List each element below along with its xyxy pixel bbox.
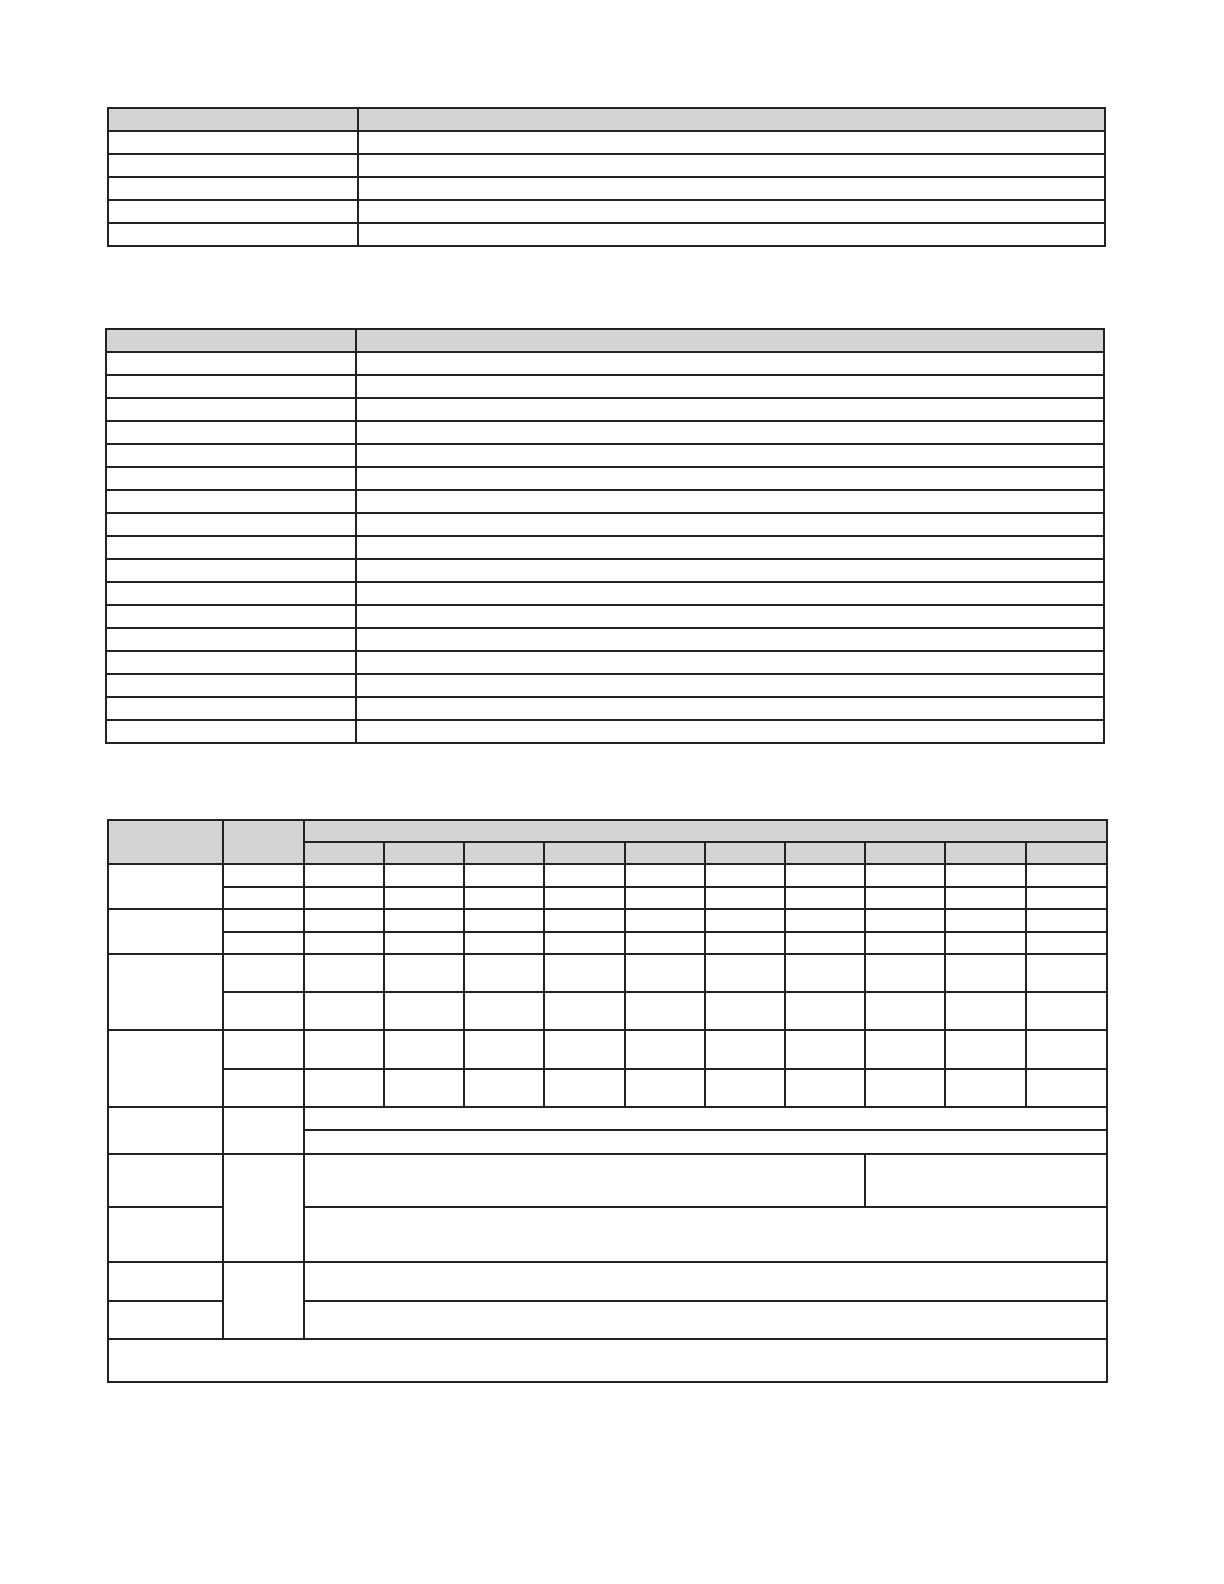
row-sub-label <box>223 1262 304 1339</box>
data-cell[interactable] <box>785 887 865 909</box>
data-cell[interactable] <box>865 1069 945 1107</box>
label-cell <box>106 697 356 720</box>
label-cell <box>108 177 358 200</box>
row-sub-label <box>223 909 304 932</box>
data-cell[interactable] <box>304 954 384 992</box>
data-cell[interactable] <box>945 887 1026 909</box>
data-cell[interactable] <box>705 932 785 954</box>
period-header-cell <box>705 842 785 864</box>
value-cell[interactable] <box>356 559 1104 582</box>
label-cell <box>106 628 356 651</box>
table-row <box>106 398 1104 421</box>
data-cell[interactable] <box>865 887 945 909</box>
table-row <box>108 1154 1107 1207</box>
table-row <box>106 559 1104 582</box>
value-cell[interactable] <box>356 467 1104 490</box>
row-sub-label <box>223 1069 304 1107</box>
data-cell[interactable] <box>544 887 625 909</box>
data-cell[interactable] <box>304 887 384 909</box>
table-row <box>106 352 1104 375</box>
data-cell[interactable] <box>705 992 785 1030</box>
label-cell <box>106 720 356 743</box>
value-cell[interactable] <box>356 720 1104 743</box>
header-cell-label <box>106 329 356 352</box>
table-row <box>108 223 1105 246</box>
table-row <box>108 954 1107 992</box>
wide-value-cell[interactable] <box>304 1130 1107 1154</box>
data-cell[interactable] <box>304 932 384 954</box>
label-cell <box>106 421 356 444</box>
value-cell[interactable] <box>358 200 1105 223</box>
data-cell[interactable] <box>625 932 705 954</box>
data-cell[interactable] <box>464 992 544 1030</box>
wide-value-cell[interactable] <box>304 1107 1107 1130</box>
value-cell[interactable] <box>356 490 1104 513</box>
table-row <box>108 177 1105 200</box>
value-cell[interactable] <box>358 177 1105 200</box>
period-header-cell <box>1026 842 1107 864</box>
data-cell[interactable] <box>1026 887 1107 909</box>
table-row <box>106 421 1104 444</box>
schedule-grid-table <box>107 819 1108 1383</box>
label-cell <box>106 674 356 697</box>
table-row <box>108 864 1107 887</box>
data-cell[interactable] <box>1026 864 1107 887</box>
data-cell[interactable] <box>785 992 865 1030</box>
data-cell[interactable] <box>945 992 1026 1030</box>
data-cell[interactable] <box>304 864 384 887</box>
table-row <box>108 1339 1107 1382</box>
data-cell[interactable] <box>625 887 705 909</box>
table-row <box>108 154 1105 177</box>
data-cell[interactable] <box>865 909 945 932</box>
table-row <box>108 1107 1107 1130</box>
data-cell[interactable] <box>705 1030 785 1069</box>
data-cell[interactable] <box>544 954 625 992</box>
table-row <box>108 1069 1107 1107</box>
data-cell[interactable] <box>384 932 464 954</box>
data-cell[interactable] <box>464 932 544 954</box>
data-cell[interactable] <box>945 1030 1026 1069</box>
value-cell[interactable] <box>356 605 1104 628</box>
value-cell[interactable] <box>356 536 1104 559</box>
header-cell-value <box>358 108 1105 131</box>
wide-value-cell[interactable] <box>304 1262 1107 1301</box>
value-cell[interactable] <box>358 154 1105 177</box>
data-cell[interactable] <box>384 992 464 1030</box>
grid-header-category <box>108 820 223 864</box>
data-cell[interactable] <box>544 864 625 887</box>
period-header-cell <box>625 842 705 864</box>
value-cell[interactable] <box>356 352 1104 375</box>
row-sub-label <box>223 1107 304 1154</box>
table-row <box>108 992 1107 1030</box>
label-cell <box>106 375 356 398</box>
label-cell <box>106 582 356 605</box>
header-cell-value <box>356 329 1104 352</box>
grid-header-type <box>223 820 304 864</box>
data-cell[interactable] <box>785 932 865 954</box>
period-header-cell <box>785 842 865 864</box>
data-cell[interactable] <box>1026 992 1107 1030</box>
label-cell <box>108 131 358 154</box>
data-cell[interactable] <box>1026 932 1107 954</box>
row-group-label <box>108 1030 223 1107</box>
table-row <box>108 1030 1107 1069</box>
data-cell[interactable] <box>384 864 464 887</box>
value-cell[interactable] <box>356 697 1104 720</box>
data-cell[interactable] <box>865 1030 945 1069</box>
info-table-top <box>107 107 1106 247</box>
data-cell[interactable] <box>865 954 945 992</box>
data-cell[interactable] <box>705 909 785 932</box>
data-cell[interactable] <box>304 909 384 932</box>
table-row <box>106 513 1104 536</box>
data-cell[interactable] <box>384 887 464 909</box>
wide-value-cell[interactable] <box>304 1301 1107 1339</box>
value-cell[interactable] <box>358 131 1105 154</box>
table-row <box>108 1262 1107 1301</box>
grid-header-periods <box>304 820 1107 842</box>
data-cell[interactable] <box>1026 1069 1107 1107</box>
row-group-label <box>108 864 223 909</box>
value-cell[interactable] <box>356 421 1104 444</box>
data-cell[interactable] <box>384 909 464 932</box>
header-cell-label <box>108 108 358 131</box>
table-row <box>106 467 1104 490</box>
label-cell <box>108 223 358 246</box>
grid-header-row <box>108 820 1107 842</box>
table-header-row <box>108 108 1105 131</box>
value-cell[interactable] <box>356 513 1104 536</box>
data-cell[interactable] <box>544 1069 625 1107</box>
label-cell <box>106 352 356 375</box>
data-cell[interactable] <box>625 909 705 932</box>
data-cell[interactable] <box>945 909 1026 932</box>
data-cell[interactable] <box>865 992 945 1030</box>
label-cell <box>108 154 358 177</box>
row-sub-label <box>223 887 304 909</box>
row-group-label <box>108 1262 223 1301</box>
row-group-label <box>108 1154 223 1207</box>
table-row <box>108 131 1105 154</box>
row-group-label <box>108 1107 223 1154</box>
label-cell <box>106 536 356 559</box>
period-header-cell <box>384 842 464 864</box>
value-cell[interactable] <box>358 223 1105 246</box>
table-row <box>106 628 1104 651</box>
data-cell[interactable] <box>705 887 785 909</box>
data-cell[interactable] <box>544 992 625 1030</box>
data-cell[interactable] <box>625 992 705 1030</box>
data-cell[interactable] <box>464 954 544 992</box>
table-row <box>106 536 1104 559</box>
data-cell[interactable] <box>544 932 625 954</box>
data-cell[interactable] <box>625 1030 705 1069</box>
table-row <box>106 651 1104 674</box>
data-cell[interactable] <box>384 954 464 992</box>
data-cell[interactable] <box>865 932 945 954</box>
data-cell[interactable] <box>1026 1030 1107 1069</box>
row-sub-label <box>223 1030 304 1069</box>
data-cell[interactable] <box>705 1069 785 1107</box>
value-cell[interactable] <box>356 628 1104 651</box>
table-row <box>106 605 1104 628</box>
label-cell <box>106 651 356 674</box>
label-cell <box>106 605 356 628</box>
data-cell[interactable] <box>304 1069 384 1107</box>
value-cell[interactable] <box>356 444 1104 467</box>
data-cell[interactable] <box>625 1069 705 1107</box>
table-row <box>106 697 1104 720</box>
data-cell[interactable] <box>945 932 1026 954</box>
data-cell[interactable] <box>785 864 865 887</box>
label-cell <box>106 513 356 536</box>
period-header-cell <box>464 842 544 864</box>
data-cell[interactable] <box>384 1030 464 1069</box>
data-cell[interactable] <box>384 1069 464 1107</box>
data-cell[interactable] <box>785 1030 865 1069</box>
table-row <box>106 444 1104 467</box>
label-cell <box>106 398 356 421</box>
value-cell[interactable] <box>356 582 1104 605</box>
wide-value-cell[interactable] <box>304 1207 1107 1262</box>
table-row <box>106 720 1104 743</box>
data-cell[interactable] <box>304 1030 384 1069</box>
row-group-label <box>108 1207 223 1262</box>
data-cell[interactable] <box>1026 954 1107 992</box>
data-cell[interactable] <box>945 864 1026 887</box>
data-cell[interactable] <box>464 864 544 887</box>
data-cell[interactable] <box>464 1030 544 1069</box>
table-row <box>106 582 1104 605</box>
wide-value-cell[interactable] <box>304 1154 865 1207</box>
period-header-cell <box>945 842 1026 864</box>
period-header-cell <box>544 842 625 864</box>
data-cell[interactable] <box>785 1069 865 1107</box>
table-row <box>106 490 1104 513</box>
period-header-cell <box>304 842 384 864</box>
row-group-label <box>108 954 223 1030</box>
notes-cell[interactable] <box>108 1339 1107 1382</box>
table-row <box>108 200 1105 223</box>
data-cell[interactable] <box>464 909 544 932</box>
table-row <box>106 674 1104 697</box>
label-cell <box>106 490 356 513</box>
row-sub-label <box>223 992 304 1030</box>
table-row <box>106 375 1104 398</box>
data-cell[interactable] <box>945 1069 1026 1107</box>
data-cell[interactable] <box>625 864 705 887</box>
data-cell[interactable] <box>705 864 785 887</box>
row-sub-label <box>223 932 304 954</box>
data-cell[interactable] <box>705 954 785 992</box>
data-cell[interactable] <box>865 864 945 887</box>
data-cell[interactable] <box>464 1069 544 1107</box>
table-row <box>108 932 1107 954</box>
wide-value-cell[interactable] <box>865 1154 1107 1207</box>
info-table-middle <box>105 328 1105 744</box>
row-sub-label <box>223 864 304 887</box>
value-cell[interactable] <box>356 398 1104 421</box>
table-row <box>108 909 1107 932</box>
label-cell <box>108 200 358 223</box>
data-cell[interactable] <box>945 954 1026 992</box>
label-cell <box>106 467 356 490</box>
value-cell[interactable] <box>356 375 1104 398</box>
period-header-cell <box>865 842 945 864</box>
table-row <box>108 887 1107 909</box>
value-cell[interactable] <box>356 674 1104 697</box>
data-cell[interactable] <box>304 992 384 1030</box>
data-cell[interactable] <box>544 1030 625 1069</box>
data-cell[interactable] <box>464 887 544 909</box>
data-cell[interactable] <box>785 909 865 932</box>
value-cell[interactable] <box>356 651 1104 674</box>
data-cell[interactable] <box>1026 909 1107 932</box>
table-header-row <box>106 329 1104 352</box>
row-sub-label <box>223 1154 304 1262</box>
label-cell <box>106 444 356 467</box>
data-cell[interactable] <box>544 909 625 932</box>
data-cell[interactable] <box>625 954 705 992</box>
row-group-label <box>108 1301 223 1339</box>
row-sub-label <box>223 954 304 992</box>
row-group-label <box>108 909 223 954</box>
label-cell <box>106 559 356 582</box>
data-cell[interactable] <box>785 954 865 992</box>
